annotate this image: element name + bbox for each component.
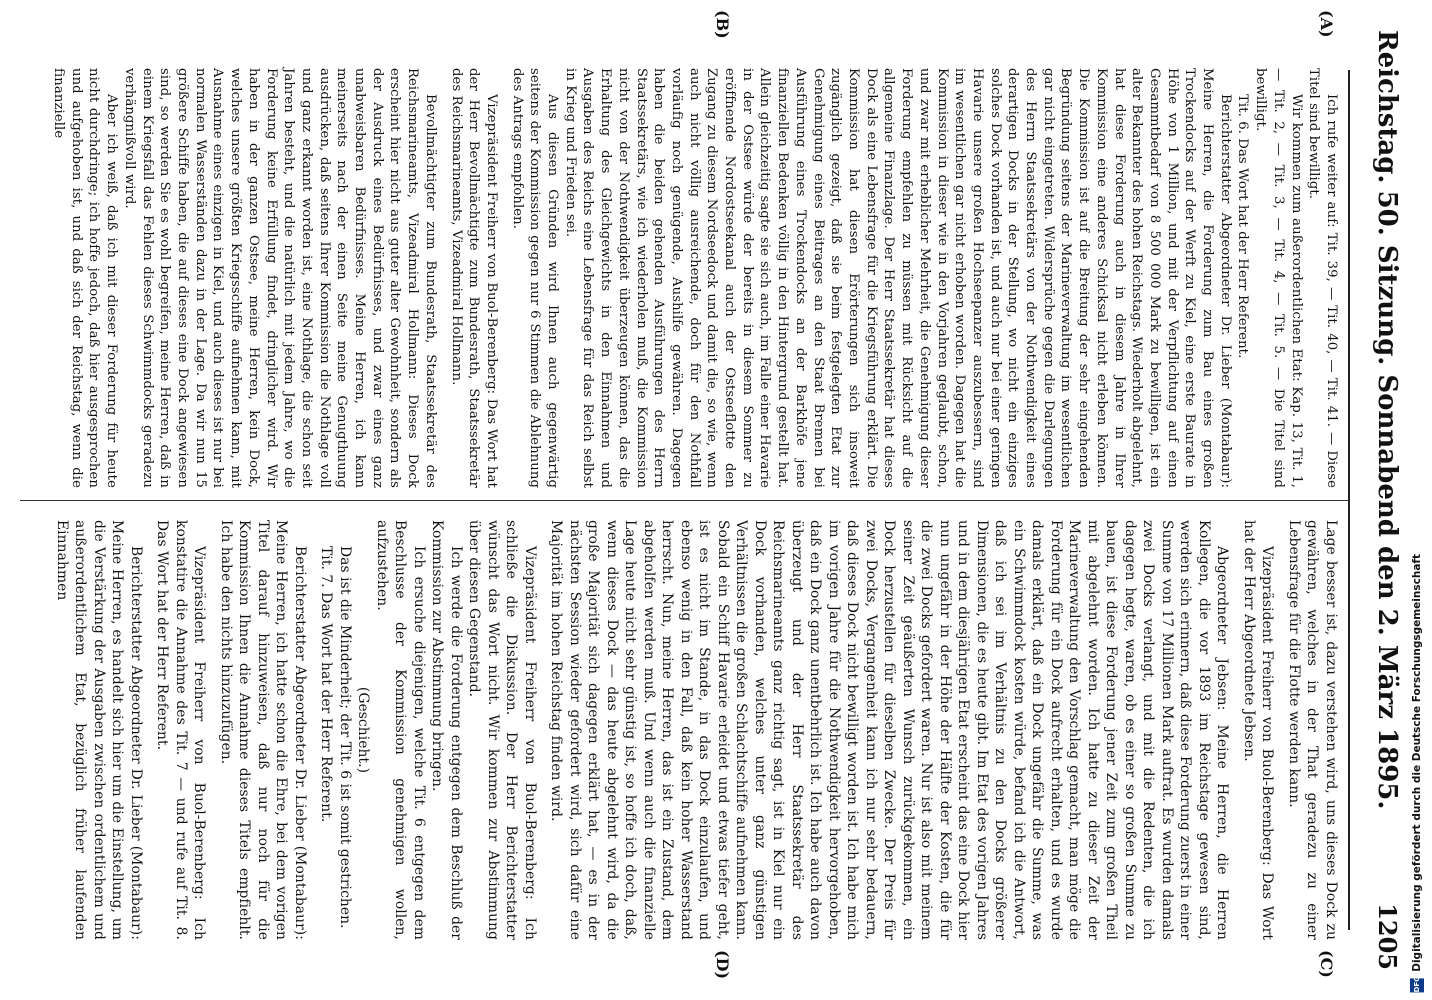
paragraph: Lage besser ist, dazu verstehen wird, uns dieses Dock zu gewähren, welches in der That geradezu zu einer Lebensfrage für die Flotte werden kann.: [1286, 520, 1339, 940]
footer-text: Digitalisierung gefördert durch die Deutsche Forschungsgemeinschaft: [1411, 553, 1423, 972]
paragraph: Ich rufe weiter auf: Tit. 39, — Tit. 40, — Tit. 41. — Diese Titel sind bewilligt.: [1306, 68, 1339, 488]
paragraph-gap: [1232, 520, 1240, 940]
paragraph: Vizepräsident Freiherr von Buol-Berenberg: Ich konstatire die Annahme des Tit. 7 — und rufe auf Tit. 8. Das Wort hat der Herr Referent.: [154, 520, 208, 940]
paragraph: (Geschieht.): [355, 686, 372, 774]
paragraph: Wir kommen zum außerordentlichen Etat: Kap. 13, Tit. 1, — Tit. 2, — Tit. 3, — Tit. 4, — Tit. 5. — Die Titel sind bewilligt.: [1253, 68, 1304, 488]
paragraph-gap: [145, 520, 153, 940]
margin-marker-b: (B): [713, 10, 732, 39]
paragraph: Aus diesen Gründen wird Ihnen auch gegenwärtig seitens der Kommission gegen nur 6 Stimmen die Ablehnung des Antrags empfohlen.: [509, 68, 561, 488]
right-column: [53, 520, 1341, 940]
header-center: 50. Sitzung. Sonnabend den 2. März 1895.: [1372, 190, 1402, 810]
paragraph: Das ist die Minderheit; der Tit. 6 ist somit gestrichen.: [337, 546, 353, 929]
dfg-logo-icon: DFG: [1410, 978, 1424, 992]
paragraph: Aber ich weiß, daß ich mit dieser Forderung für heute nicht durchdringe; ich hoffe jedoch, daß hier ausgesprochen und aufgehoben ist, und daß sich der Reichstag, wenn die finanzielle: [51, 68, 120, 488]
paragraph: Tit. 6. Das Wort hat der Herr Referent.: [1235, 94, 1251, 359]
paragraph-gap: [500, 68, 508, 488]
margin-marker-a: (A): [1317, 10, 1336, 38]
header-left: Reichstag.: [1372, 30, 1402, 184]
paragraph-gap: [309, 520, 317, 940]
paragraph-gap: [1277, 520, 1285, 940]
paragraph: Berichterstatter Abgeordneter Dr. Lieber (Montabaur): Meine Herren, die Forderung zum Bau eines großen Trockendocks auf der Werft zu Kiel, eine erste Baurate in Höhe von 1 Million, und mit der Verpflichtung auf einen Gesammtbedarf von 8 500 000 Mark zu bewilligen, ist ein alter Bekannter des hohen Reichstags. Wiederholt abgelehnt, hat diese Forderung auch in diesem Jahre in Ihrer Kommission eine anderes Schicksal nicht erleben können. Die Kommission ist auf die Breitung der sehr eingehenden Begründung seitens der Marineverwaltung im wesentlichen gar nicht eingetreten. Widersprüche gegen die Darlegungen des Herrn Staatssekretärs von der Nothwendigkeit eines derartigen Docks in der Stellung, wo nicht ein einziges solches Dock vorhanden ist, und auch nur bei einer geringen Havarie unsere großen Hochseepanzer auszubessern, sind im wesentlichen gar nicht erhoben worden. Dagegen hat die Kommission in dieser wie in den Vorjahren geglaubt, schon, und zwar mit erheblicher Mehrheit, die Genehmigung dieser Forderung empfehlen zu müssen mit Rücksicht auf die allgemeine Finanzlage. Der Herr Staatssekretär hat dieses Dock als eine Lebensfrage für die Kriegsführung erklärt. Die Kommission hat diesen Erörterungen sich insoweit zugänglich gezeigt, daß sie beim festgelegten Etat zur Genehmigung eines Beitrages an den Staat Bremen bei Ausführung eines Trockendocks an der Barkhöfe jene finanziellen Bedenken völlig in den Hintergrund gestellt hat. Allein gleichzeitig sagte sie sich auch, im Falle einer Havarie in der Ostsee würde der bereits in diesem Sommer zu eröffnende Nordostseekanal auch der Ostseeflotte den Zugang zu diesem Nordseedock und damit die, so wie, wenn auch nicht völlig ausreichende, doch für den Nothfall vorläufig noch genügende, Aushilfe gewähren. Dagegen haben die beiden gehenden Ausführungen des Herrn Staatssekretärs, wie ich wiederholen muß, die Kommission nicht von der Nothwendigkeit überzeugen können, das die Erhaltung des Gleichgewichts in den Einnahmen und Ausgaben des Reichs eine Lebensfrage für das Reich selbst in Krieg und Frieden sei.: [562, 68, 1233, 488]
paragraph: Vizepräsident Freiherr von Buol-Berenberg: Das Wort hat der Herr Bevollmächtigte zum Bundesrath, Staatssekretär des Reichsmarineamts, Vizeadmiral Hollmann.: [448, 68, 499, 488]
paragraph: Vizepräsident Freiherr von Buol-Berenberg: Das Wort hat der Herr Abgeordnete Jebsen.: [1241, 520, 1276, 940]
paragraph: Berichterstatter Abgeordneter Dr. Lieber (Montabaur): Meine Herren, es handelt sich hier um die Einstellung, um die Verstärkung der Ausgaben zwischen ordentlichem und außerordentlichem Etat, bezüglich früher laufenden Einnahmen: [54, 520, 144, 940]
paragraph: Ich ersuche diejenigen, welche Tit. 6 entgegen dem Beschlusse der Kommission genehmigen wollen, aufzustehen.: [374, 520, 427, 940]
paragraph-gap: [439, 68, 447, 488]
paragraph: Tit. 7. Das Wort hat der Herr Referent.: [318, 546, 335, 823]
paragraph-gap: [209, 520, 217, 940]
paragraph: Bevollmächtigter zum Bundesrath, Staatssekretär des Reichsmarineamts, Vizeadmiral Hollmann: Dieses Dock erscheint hier nicht aus guter alter Gewohnheit, sondern als der Ausdruck eines Bedürfnisses, und zwar eines ganz unabweisbaren Bedürfnisses. Meine Herren, ich kann meinerseits nach der einen Seite meine Genugthuung ausdrücken, daß seitens Ihrer Kommission die Nothlage voll und ganz erkannt worden ist, eine Nothlage, die schon seit Jahren besteht, und die natürlich mit jedem Jahre, wo die Forderung keine Erfüllung findet, dringlicher wird. Wir haben in der ganzen Ostsee, meine Herren, kein Dock, welches unsere größten Kriegsschiffe aufnehmen kann, mit Ausnahme eines einzigen in Kiel, und auch dieses ist nur bei normalen Wasserständen dazu in der Lage. Da wir nun 15 größere Schiffe haben, die auf dieses eine Dock angewiesen sind, so werden Sie es wohl begreifen, meine Herren, daß in einem Kriegsfall das Fehlen dieses Schwimmdocks geradezu verhängnißvoll wird.: [121, 68, 438, 488]
paragraph: Ich werde die Forderung entgegen dem Beschluß der Kommission zur Abstimmung bringen.: [429, 520, 464, 940]
paragraph: Vizepräsident Freiherr von Buol-Berenberg: Ich schließe die Diskussion. Der Herr Berichterstatter wünscht das Wort nicht. Wir kommen zur Abstimmung über diesen Gegenstand.: [466, 520, 538, 940]
margin-marker-d: (D): [713, 950, 732, 980]
digitization-footer: [1410, 554, 1424, 992]
paragraph: Berichterstatter Abgeordneter Dr. Lieber (Montabaur): Meine Herren, ich hatte schon die Ehre, bei dem vorigen Titel darauf hinzuweisen, daß nur noch für die Kommission Ihnen die Annahme dieses Titels empfiehlt. Ich habe den nichts hinzuzufügen.: [218, 520, 308, 940]
left-column: [49, 68, 1340, 488]
paragraph: Abgeordneter Jebsen: Meine Herren, die Herren Kollegen, die vor 1893 im Reichstage gewesen sind, werden sich erinnern, daß diese Forderung zuerst in einer Summe von 17 Millionen Mark auftrat. Es wurden damals zwei Docks verlangt, und mit die Redenten, die ich dagegen hegte, waren, ob es einer so großen Summe zu bauen, ist diese Forderung jener Zeit zum großen Theil mit abgelehnt worden. Ich hatte zu dieser Zeit der Marineverwaltung den Vorschlag gemacht, man möge die Forderung für ein Dock aufrecht erhalten, und es wurde damals erklärt, daß ein Dock ungefähr die Summe, was ein Schwimmdock kosten würde, befand ich die Antwort, daß ich sei im Verhältnis zu den Docks größerer Dimensionen, die es heute gibt. Im Etat des vorigen Jahres und in dem diesjährigen Etat erscheint das eine Dock hier nun ungefähr in der Höhe der Hälfte der Kosten, die für die zwei Docks gefordert waren. Nur ist also mit meinem seiner Zeit geäußerten Wunsch zurückgekommen, ein Dock herzustellen für dieselben Zwecke. Der Preis für zwei Docks, Vergangenheit kann ich nur sehr bedauern, daß dieses Dock nicht bewilligt worden ist. Ich habe mich im vorigen Jahre für die Nothwendigkeit hervorgehoben, daß ein Dock ganz unentbehrlich ist. Ich habe auch davon überzeugt und der Herr Staatssekretär des Reichsmarineamts ganz richtig sagt, ist in Kiel nur ein Dock vorhanden, welches unter ganz günstigen Verhältnissen die großen Schlachtschiffe aufnehmen kann. Sobald ein Schiff Havarie erleidet und etwas tiefer geht, ist es nicht im Stande, in das Dock einzulaufen, und ebenso wenig in den Fall, daß kein hoher Wasserstand herrscht. Nun, meine Herren, das ist ein Zustand, dem abgeholfen werden muß. Und wenn auch die finanzielle Lage heute nicht sehr günstig ist, so hoffe ich doch, daß, wenn dieses Dock — das heute abgelehnt wird, da die große Majorität sich dagegen erklärt hat, — es in der nächsten Session wieder gefordert wird, sich dafür eine Majorität im hohen Reichstag finden wird.: [548, 520, 1231, 940]
page-number: 1205: [1373, 903, 1402, 970]
column-divider: [20, 500, 1350, 501]
page-header: [1362, 30, 1402, 970]
margin-marker-c: (C): [1317, 950, 1336, 978]
paragraph-gap: [539, 520, 547, 940]
